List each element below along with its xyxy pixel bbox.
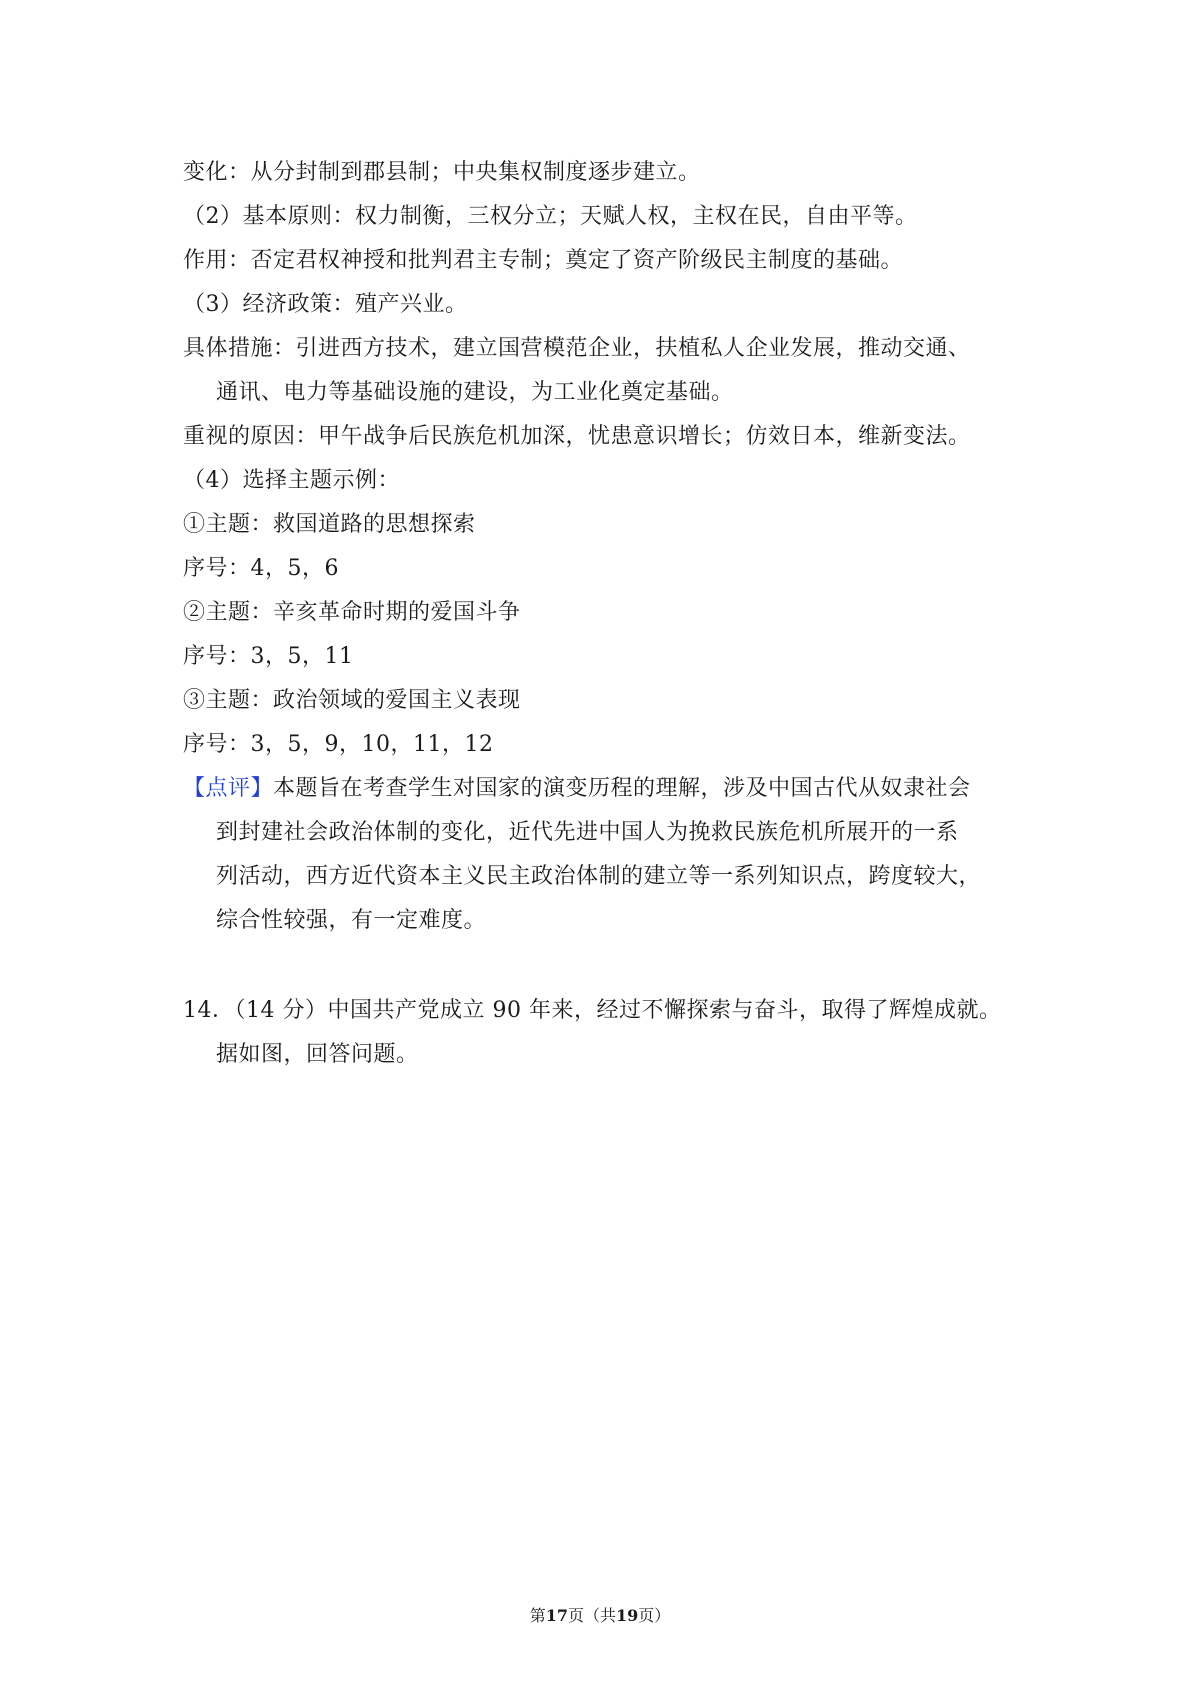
page-footer: 第17页（共19页）: [529, 1606, 671, 1625]
text-line: ①主题：救国道路的思想探索: [183, 512, 476, 537]
text-line: 具体措施：引进西方技术，建立国营模范企业，扶植私人企业发展，推动交通、: [183, 336, 971, 361]
question-14-line: 14．（14 分）中国共产党成立 90 年来，经过不懈探索与奋斗，取得了辉煌成就。: [183, 998, 1002, 1023]
comment-text: 本题旨在考查学生对国家的演变历程的理解，涉及中国古代从奴隶社会: [273, 776, 971, 801]
text-line: 作用：否定君权神授和批判君主专制；奠定了资产阶级民主制度的基础。: [183, 248, 904, 273]
text-line: ②主题：辛亥革命时期的爱国斗争: [183, 600, 521, 625]
text-line: 重视的原因：甲午战争后民族危机加深，忧患意识增长；仿效日本，维新变法。: [183, 424, 971, 449]
comment-line: 综合性较强，有一定难度。: [216, 908, 487, 933]
page-total: 19: [616, 1606, 639, 1625]
question-14-line: 据如图，回答问题。: [216, 1042, 419, 1067]
text-line: 变化：从分封制到郡县制；中央集权制度逐步建立。: [183, 160, 701, 185]
text-line: 通讯、电力等基础设施的建设，为工业化奠定基础。: [216, 380, 734, 405]
text-line: （3）经济政策：殖产兴业。: [183, 292, 468, 317]
comment-line: 列活动，西方近代资本主义民主政治体制的建立等一系列知识点，跨度较大，: [216, 864, 982, 889]
text-line: ③主题：政治领域的爱国主义表现: [183, 688, 521, 713]
comment-line: [183, 774, 971, 804]
comment-label: 【点评】: [183, 776, 274, 801]
comment-line: 到封建社会政治体制的变化，近代先进中国人为挽救民族危机所展开的一系: [216, 820, 959, 845]
page-number: 17: [545, 1606, 568, 1625]
text-line: （2）基本原则：权力制衡，三权分立；天赋人权，主权在民，自由平等。: [183, 204, 918, 229]
text-line: 序号：3，5，9，10，11，12: [183, 732, 494, 757]
text-line: 序号：3，5，11: [183, 644, 354, 669]
text-line: 序号：4，5，6: [183, 556, 339, 581]
text-line: （4）选择主题示例：: [183, 468, 400, 493]
